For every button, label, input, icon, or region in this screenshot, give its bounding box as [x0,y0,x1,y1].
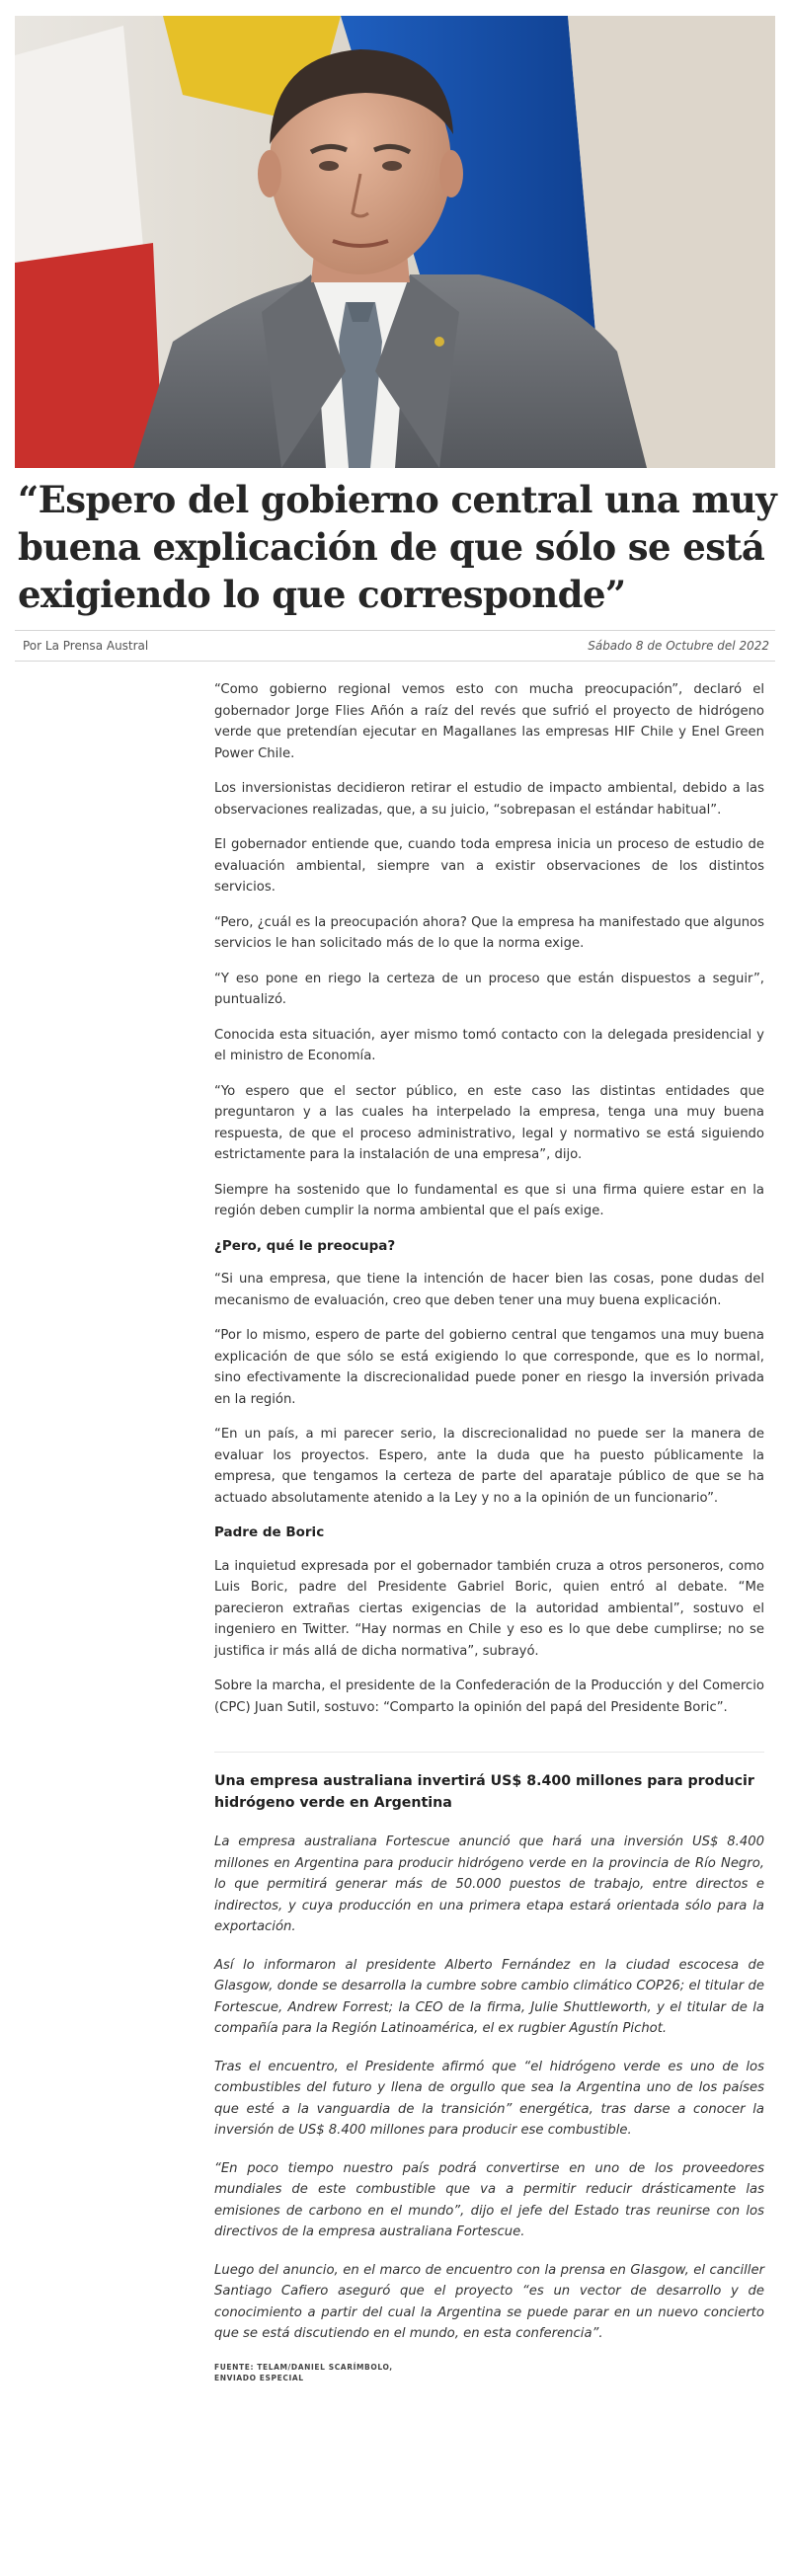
paragraph: “Por lo mismo, espero de parte del gobierno central que tengamos una muy buena explicación de que sólo se está exigiendo lo que corresponde, que es lo normal, sino efectivamente la discrecionalidad puede poner en riesgo la inversión privada en la región. [214,1328,764,1407]
related-paragraph: La empresa australiana Fortescue anunció que hará una inversión US$ 8.400 millones en Argentina para producir hidrógeno verde en la provincia de Río Negro, lo que permitirá generar más de 50.000 puestos de trabajo, entre directos e indirectos, y cuya producción en una primera etapa estará orientada sólo para la exportación. [214,1834,764,1934]
source-credit-line: ENVIADO ESPECIAL [214,2373,304,2382]
paragraph: “Si una empresa, que tiene la intención de hacer bien las cosas, pone dudas del mecanismo de evaluación, creo que deben tener una muy buena explicación. [214,1272,764,1308]
related-paragraph: Luego del anuncio, en el marco de encuentro con la prensa en Glasgow, el canciller Santiago Cafiero aseguró que el proyecto “es un vector de desarrollo y de conocimiento a partir del cual la Argentina se puede parar en un nuevo concierto que se está discutiendo en el mundo, en esta conferencia”. [214,2262,764,2341]
related-box-title: Una empresa australiana invertirá US$ 8.400 millones para producir hidrógeno verde en Argentina [214,1773,754,1811]
portrait-illustration [15,16,775,468]
related-box [214,1770,764,2383]
paragraph: “Y eso pone en riego la certeza de un proceso que están dispuestos a seguir”, puntualizó. [214,971,764,1007]
article-body [214,679,764,2383]
paragraph: “Pero, ¿cuál es la preocupación ahora? Que la empresa ha manifestado que algunos servicios le han solicitado más de lo que la norma exige. [214,914,764,951]
related-paragraph: “En poco tiempo nuestro país podrá convertirse en uno de los proveedores mundiales de este combustible que va a permitir reducir drásticamente las emisiones de carbono en el mundo”, dijo el jefe del Estado tras reunirse con los directivos de la empresa australiana Fortescue. [214,2160,764,2239]
source-credit-line: FUENTE: TELAM/DANIEL SCARÍMBOLO, [214,2362,393,2372]
related-paragraph: Así lo informaron al presidente Alberto Fernández en la ciudad escocesa de Glasgow, donde se desarrolla la cumbre sobre cambio climático COP26; el titular de Fortescue, Andrew Forrest; la CEO de la firma, Julie Shuttleworth, y el titular de la compañía para la Región Latinoamérica, el ex rugbier Agustín Pichot. [214,1957,764,2036]
paragraph: Siempre ha sostenido que lo fundamental es que si una firma quiere estar en la región deben cumplir la norma ambiental que el país exige. [214,1182,764,1218]
paragraph: Los inversionistas decidieron retirar el estudio de impacto ambiental, debido a las observaciones realizadas, que, a su juicio, “sobrepasan el estándar habitual”. [214,781,764,818]
byline-bar [15,630,775,662]
section-divider [214,1752,764,1753]
article-headline: “Espero del gobierno central una muy buena explicación de que sólo se está exigiendo lo que corresponde” [18,478,777,616]
paragraph: “Yo espero que el sector público, en este caso las distintas entidades que preguntaron y a las cuales ha interpelado la empresa, tenga una muy buena respuesta, de que el proceso administrativo, legal y normativo se está siguiendo estrictamente para la instalación de una empresa”, dijo. [214,1083,764,1162]
paragraph: El gobernador entiende que, cuando toda empresa inicia un proceso de estudio de evaluación ambiental, siempre van a existir observaciones de los distintos servicios. [214,837,764,895]
article-date: Sábado 8 de Octubre del 2022 [588,639,769,653]
paragraph: “Como gobierno regional vemos esto con mucha preocupación”, declaró el gobernador Jorge Flies Añón a raíz del revés que sufrió el proyecto de hidrógeno verde que pretendían ejecutar en Magallanes las empresas HIF Chile y Enel Green Power Chile. [214,682,764,761]
subheading: Padre de Boric [214,1524,325,1540]
article-author: Por La Prensa Austral [23,639,149,653]
subheading: ¿Pero, qué le preocupa? [214,1237,396,1254]
hero-photo [15,16,775,468]
paragraph: Conocida esta situación, ayer mismo tomó contacto con la delegada presidencial y el ministro de Economía. [214,1027,764,1063]
paragraph: La inquietud expresada por el gobernador también cruza a otros personeros, como Luis Boric, padre del Presidente Gabriel Boric, quien entró al debate. “Me parecieron extrañas ciertas exigencias de la autoridad ambiental”, sostuvo el ingeniero en Twitter. “Hay normas en Chile y eso es lo que debe cumplirse; no se justifica ir más allá de dicha normativa”, subrayó. [214,1558,764,1659]
paragraph: Sobre la marcha, el presidente de la Confederación de la Producción y del Comercio (CPC) Juan Sutil, sostuvo: “Comparto la opinión del papá del Presidente Boric”. [214,1678,764,1715]
source-credit [214,2362,764,2383]
related-paragraph: Tras el encuentro, el Presidente afirmó que “el hidrógeno verde es uno de los combustibles del futuro y llena de orgullo que sea la Argentina uno de los países que esté a la vanguardia de la transición” energética, tras darse a conocer la inversión de US$ 8.400 millones para producir ese combustible. [214,2059,764,2138]
paragraph: “En un país, a mi parecer serio, la discrecionalidad no puede ser la manera de evaluar los proyectos. Espero, ante la duda que ha puesto públicamente la empresa, que tengamos la certeza de parte del aparataje público de que se ha actuado absolutamente atenido a la Ley y no a la opinión de un funcionario”. [214,1427,764,1506]
